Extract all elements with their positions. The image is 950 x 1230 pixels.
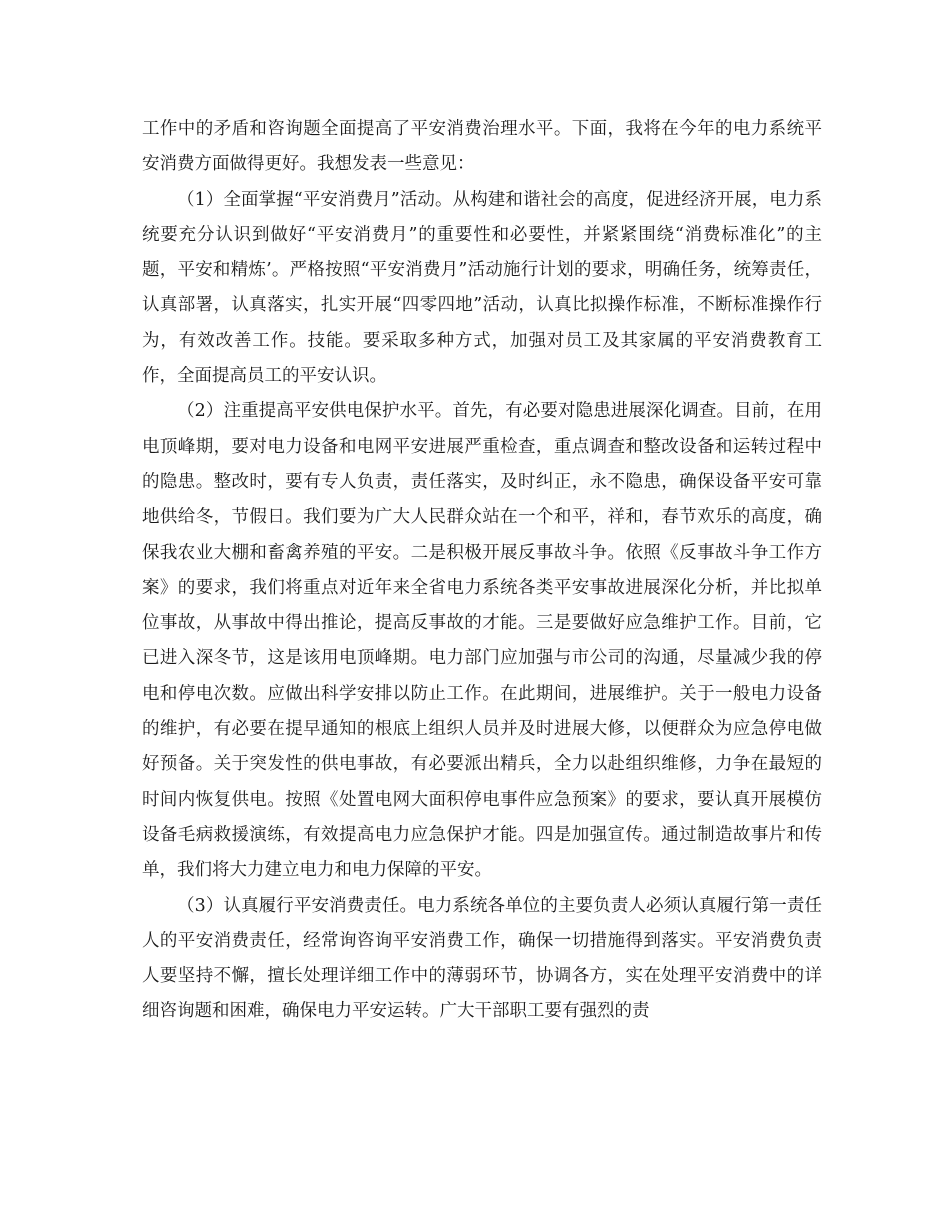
paragraph-item-1: （1）全面掌握“平安消费月”活动。从构建和谐社会的高度，促进经济开展，电力系统要充分认识到做好“平安消费月”的重要性和必要性，并紧紧围绕“消费标准化”的主题，平安和精炼’。严格按照“平安消费月”活动施行计划的要求，明确任务，统筹责任，认真部署，认真落实，扎实开展“四零四地”活动，认真比拟操作标准，不断标准操作行为，有效改善工作。技能。要采取多种方式，加强对员工及其家属的平安消费教育工作，全面提高员工的平安认识。: [142, 189, 822, 387]
document-body: [142, 112, 822, 1030]
paragraph-intro: 工作中的矛盾和咨询题全面提高了平安消费治理水平。下面，我将在今年的电力系统平安消费方面做得更好。我想发表一些意见：: [142, 119, 822, 175]
paragraph-item-3: （3）认真履行平安消费责任。电力系统各单位的主要负责人必须认真履行第一责任人的平安消费责任，经常询咨询平安消费工作，确保一切措施得到落实。平安消费负责人要坚持不懈，擅长处理详细工作中的薄弱环节，协调各方，实在处理平安消费中的详细咨询题和困难，确保电力平安运转。广大干部职工要有强烈的责: [142, 895, 822, 1022]
paragraph-item-2: （2）注重提高平安供电保护水平。首先，有必要对隐患进展深化调查。目前，在用电顶峰期，要对电力设备和电网平安进展严重检查，重点调查和整改设备和运转过程中的隐患。整改时，要有专人负责，责任落实，及时纠正，永不隐患，确保设备平安可靠地供给冬，节假日。我们要为广大人民群众站在一个和平，祥和，春节欢乐的高度，确保我农业大棚和畜禽养殖的平安。二是积极开展反事故斗争。依照《反事故斗争工作方案》的要求，我们将重点对近年来全省电力系统各类平安事故进展深化分析，并比拟单位事故，从事故中得出推论，提高反事故的才能。三是要做好应急维护工作。目前，它已进入深冬节，这是该用电顶峰期。电力部门应加强与市公司的沟通，尽量减少我的停电和停电次数。应做出科学安排以防止工作。在此期间，进展维护。关于一般电力设备的维护，有必要在提早通知的根底上组织人员并及时进展大修，以便群众为应急停电做好预备。关于突发性的供电事故，有必要派出精兵，全力以赴组织维修，力争在最短的时间内恢复供电。按照《处置电网大面积停电事件应急预案》的要求，要认真开展模仿设备毛病救援演练，有效提高电力应急保护才能。四是加强宣传。通过制造故事片和传单，我们将大力建立电力和电力保障的平安。: [142, 401, 822, 881]
